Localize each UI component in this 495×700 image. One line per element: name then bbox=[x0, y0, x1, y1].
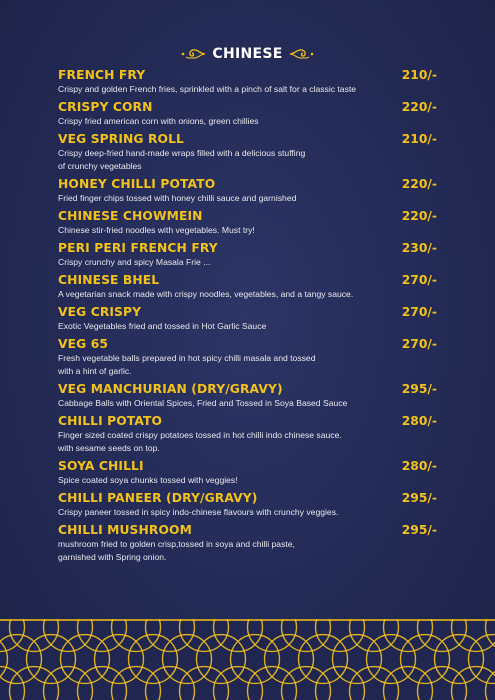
item-name: PERI PERI FRENCH FRY bbox=[58, 241, 218, 255]
item-name: CRISPY CORN bbox=[58, 100, 153, 114]
description-line: Crispy deep-fried hand-made wraps filled with a delicious stuffing bbox=[58, 148, 306, 158]
description-line: of crunchy vegetables bbox=[58, 161, 142, 171]
item-description bbox=[58, 224, 428, 237]
item-name: VEG SPRING ROLL bbox=[58, 132, 184, 146]
item-price: 295/- bbox=[401, 523, 437, 537]
item-description bbox=[58, 397, 428, 410]
description-line: Exotic Vegetables fried and tossed in Hot Garlic Sauce bbox=[58, 321, 267, 331]
item-description bbox=[58, 352, 428, 378]
description-line: A vegetarian snack made with crispy noodles, vegetables, and a tangy sauce. bbox=[58, 289, 354, 299]
item-name: CHILLI POTATO bbox=[58, 414, 163, 428]
description-line: Chinese stir-fried noodles with vegetables. Must try! bbox=[58, 225, 255, 235]
item-description bbox=[58, 147, 428, 173]
item-name: CHINESE CHOWMEIN bbox=[58, 209, 203, 223]
flourish-left-icon bbox=[180, 47, 206, 61]
item-price: 220/- bbox=[401, 209, 437, 223]
description-line: with sesame seeds on top. bbox=[58, 443, 160, 453]
item-name: CHINESE BHEL bbox=[58, 273, 160, 287]
item-price: 220/- bbox=[401, 177, 437, 191]
item-description bbox=[58, 115, 428, 128]
item-price: 270/- bbox=[401, 305, 437, 319]
section-header bbox=[0, 44, 495, 64]
description-line: Fresh vegetable balls prepared in hot spicy chilli masala and tossed bbox=[58, 353, 316, 363]
description-line: Crispy paneer tossed in spicy indo-chinese flavours with crunchy veggies. bbox=[58, 507, 339, 517]
item-price: 230/- bbox=[401, 241, 437, 255]
description-line: garnished with Spring onion. bbox=[58, 552, 167, 562]
item-name: VEG CRISPY bbox=[58, 305, 142, 319]
item-description bbox=[58, 506, 428, 519]
item-description bbox=[58, 320, 428, 333]
decorative-border bbox=[0, 619, 495, 700]
item-name: VEG 65 bbox=[58, 337, 109, 351]
section-title: CHINESE bbox=[212, 46, 283, 62]
item-price: 280/- bbox=[401, 414, 437, 428]
item-name: VEG MANCHURIAN (DRY/GRAVY) bbox=[58, 382, 283, 396]
flourish-right-icon bbox=[289, 47, 315, 61]
description-line: Spice coated soya chunks tossed with veggies! bbox=[58, 475, 238, 485]
description-line: Crispy crunchy and spicy Masala Frie ... bbox=[58, 257, 211, 267]
description-line: Cabbage Balls with Oriental Spices, Fried and Tossed in Soya Based Sauce bbox=[58, 398, 348, 408]
lattice-pattern-icon bbox=[0, 619, 495, 700]
description-line: Fried finger chips tossed with honey chilli sauce and garnished bbox=[58, 193, 297, 203]
item-name: CHILLI PANEER (DRY/GRAVY) bbox=[58, 491, 258, 505]
item-price: 295/- bbox=[401, 491, 437, 505]
description-line: Crispy fried american corn with onions, green chillies bbox=[58, 116, 259, 126]
item-price: 210/- bbox=[401, 68, 437, 82]
description-line: with a hint of garlic. bbox=[58, 366, 132, 376]
item-description bbox=[58, 192, 428, 205]
item-name: CHILLI MUSHROOM bbox=[58, 523, 192, 537]
item-name: HONEY CHILLI POTATO bbox=[58, 177, 216, 191]
item-name: FRENCH FRY bbox=[58, 68, 146, 82]
item-description bbox=[58, 256, 428, 269]
description-line: Crispy and golden French fries, sprinkled with a pinch of salt for a classic taste bbox=[58, 84, 357, 94]
item-price: 210/- bbox=[401, 132, 437, 146]
item-price: 220/- bbox=[401, 100, 437, 114]
item-description bbox=[58, 429, 428, 455]
item-price: 295/- bbox=[401, 382, 437, 396]
description-line: mushroom fried to golden crisp,tossed in soya and chilli paste, bbox=[58, 539, 295, 549]
item-description bbox=[58, 83, 428, 96]
item-description bbox=[58, 288, 428, 301]
item-description bbox=[58, 538, 428, 564]
item-description bbox=[58, 474, 428, 487]
item-price: 270/- bbox=[401, 273, 437, 287]
description-line: Finger sized coated crispy potatoes tossed in hot chilli indo chinese sauce. bbox=[58, 430, 342, 440]
item-price: 270/- bbox=[401, 337, 437, 351]
item-name: SOYA CHILLI bbox=[58, 459, 144, 473]
item-price: 280/- bbox=[401, 459, 437, 473]
